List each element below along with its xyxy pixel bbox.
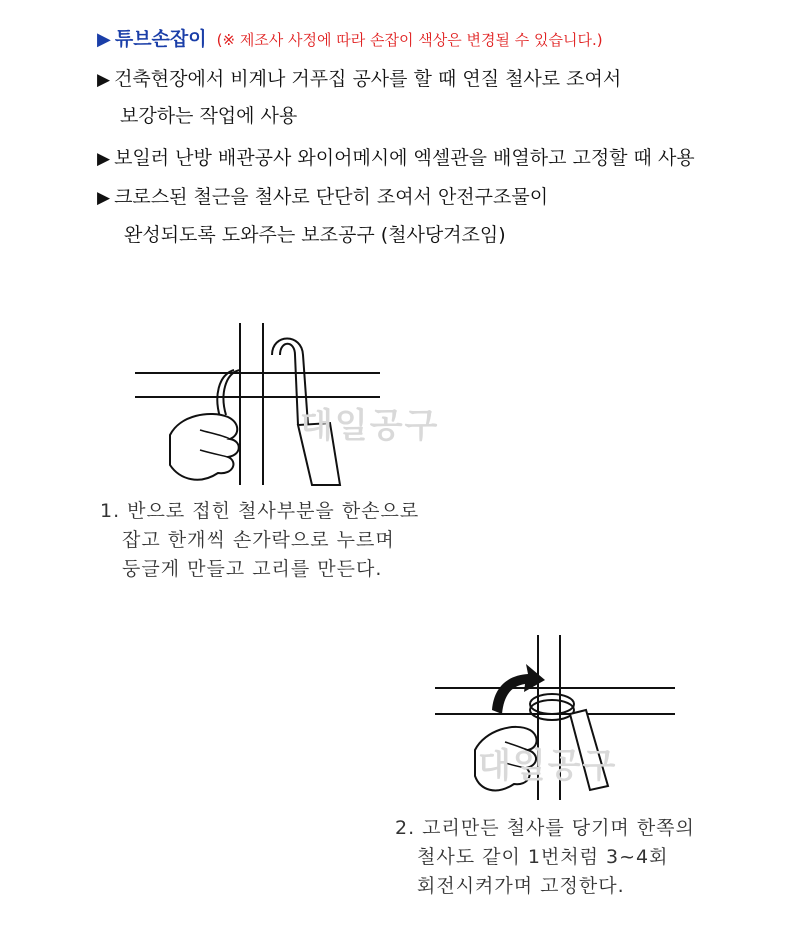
bullet-item-1-continuation: 보강하는 작업에 사용: [120, 105, 298, 127]
caption-line: 철사도 같이 1번처럼 3~4회: [417, 846, 669, 868]
triangle-marker-icon: ▶: [97, 188, 111, 208]
bullet-item-3: [97, 182, 548, 209]
caption-line: 1. 반으로 접힌 철사부분을 한손으로: [100, 500, 420, 522]
step-1-caption: [100, 497, 419, 584]
bullet-text: 크로스된 철근을 철사로 단단히 조여서 안전구조물이: [114, 186, 549, 208]
bullet-item-2: [97, 143, 695, 170]
step-2-caption: [395, 814, 695, 901]
triangle-marker-icon: ▶: [97, 70, 111, 90]
bullet-text: 건축현장에서 비계나 거푸집 공사를 할 때 연질 철사로 조여서: [114, 68, 622, 90]
header: [97, 24, 603, 51]
watermark: 대일공구: [300, 406, 440, 446]
bullet-text: 보일러 난방 배관공사 와이어메시에 엑셀관을 배열하고 고정할 때 사용: [114, 147, 695, 169]
bullet-item-1: [97, 64, 621, 91]
caption-line: 둥글게 만들고 고리를 만든다.: [122, 558, 383, 580]
caption-line: 회전시켜가며 고정한다.: [417, 875, 625, 897]
watermark: 대일공구: [478, 746, 618, 786]
product-title: 튜브손잡이: [114, 28, 207, 50]
triangle-marker-icon: ▶: [97, 29, 111, 50]
bullet-item-3-continuation: 완성되도록 도와주는 보조공구 (철사당겨조임): [124, 224, 506, 246]
color-change-note: (※ 제조사 사정에 따라 손잡이 색상은 변경될 수 있습니다.): [216, 31, 603, 49]
triangle-marker-icon: ▶: [97, 149, 111, 169]
caption-line: 잡고 한개씩 손가락으로 누르며: [122, 529, 395, 551]
caption-line: 2. 고리만든 철사를 당기며 한쪽의: [395, 817, 695, 839]
